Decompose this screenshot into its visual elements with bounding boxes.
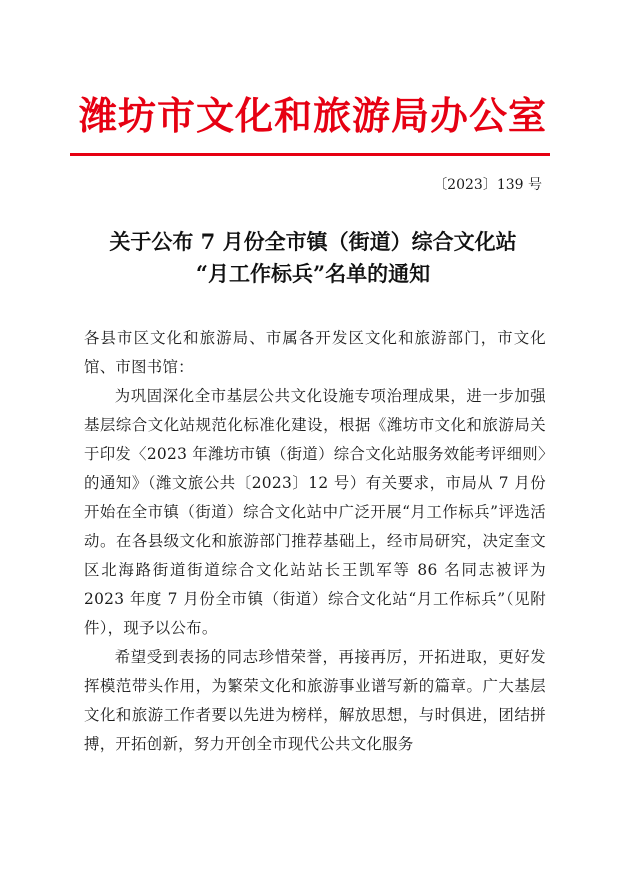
organization-header: 潍坊市文化和旅游局办公室: [78, 93, 547, 138]
paragraph-2: 希望受到表扬的同志珍惜荣誉，再接再厉，开拓进取，更好发挥模范带头作用，为繁荣文化和旅游事业谱写新的篇章。广大基层文化和旅游工作者要以先进为榜样，解放思想，与时俱进，团结拼搏，开拓创新，努力开创全市现代公共文化服务: [84, 648, 546, 753]
document-body: [84, 324, 546, 759]
header-red-rule: [70, 153, 550, 156]
document-number: 〔2023〕139 号: [433, 177, 542, 193]
salutation: 各县市区文化和旅游局、市属各开发区文化和旅游部门，市文化馆、市图书馆：: [84, 329, 546, 376]
paragraph-1: 为巩固深化全市基层公共文化设施专项治理成果，进一步加强基层综合文化站规范化标准化建设，根据《潍坊市文化和旅游局关于印发〈2023 年潍坊市镇（街道）综合文化站服务效能考评细则〉的通知》（潍文旅公共〔2023〕12 号）有关要求，市局从 7 月份开始在全市镇（街道）综合文化站中广泛开展“月工作标兵”评选活动。在各县级文化和旅游部门推荐基础上，经市局研究，决定奎文区北海路街道街道综合文化站站长王凯军等 86 名同志被评为 2023 年度 7 月份全市镇（街道）综合文化站“月工作标兵”（见附件），现予以公布。: [84, 387, 546, 637]
title-line-2: “月工作标兵”名单的通知: [195, 261, 431, 286]
title-line-1: 关于公布 7 月份全市镇（街道）综合文化站: [109, 229, 517, 254]
document-title: [0, 226, 626, 290]
